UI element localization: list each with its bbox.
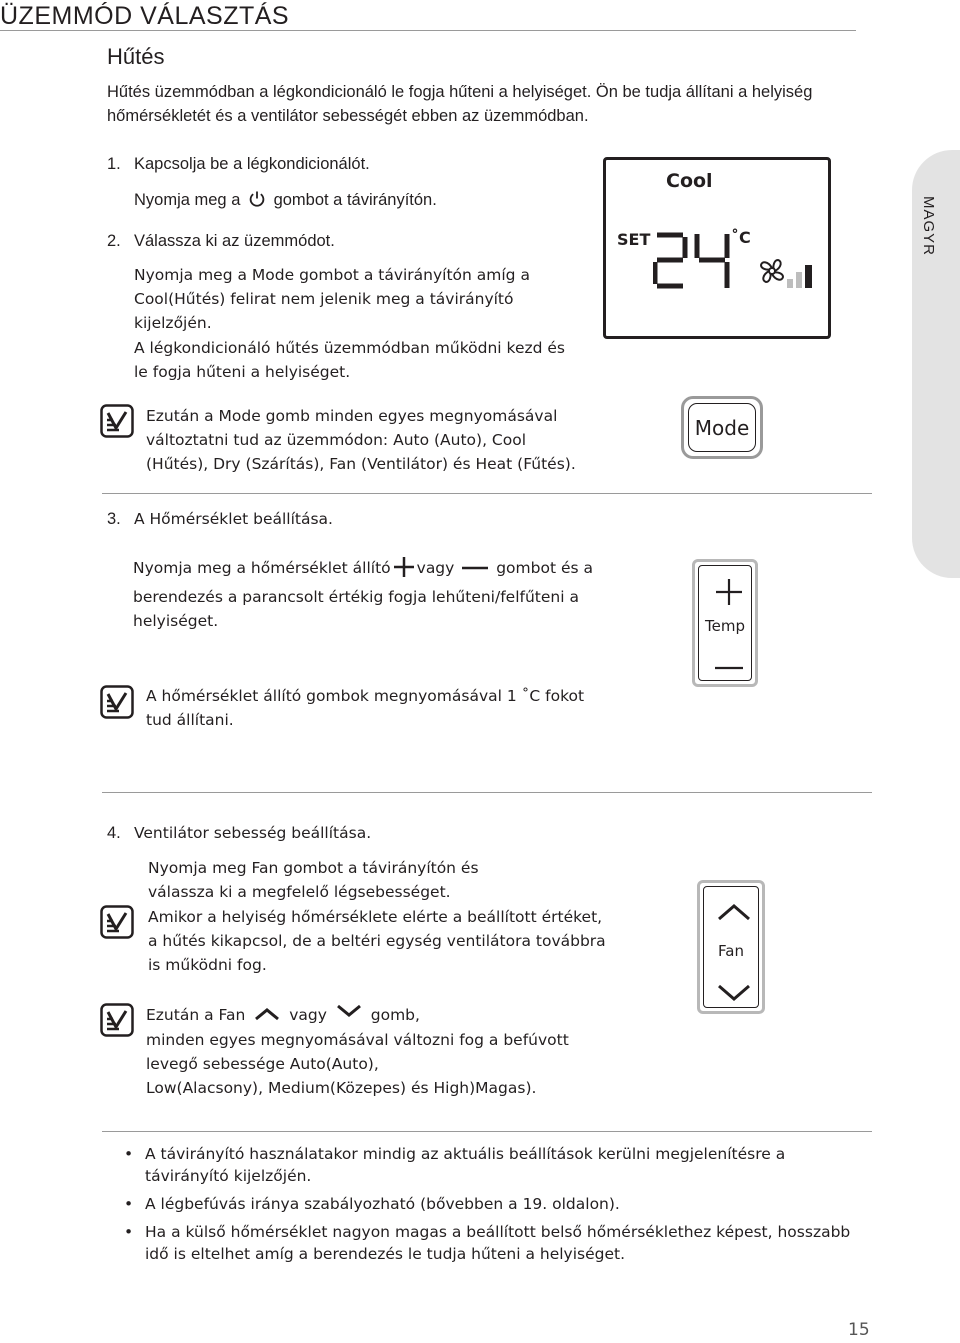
fan-down-icon[interactable] bbox=[717, 984, 751, 1002]
note-fan-1-line-2: a hűtés kikapcsol, de a beltéri egység ventilátora továbbra bbox=[148, 932, 606, 950]
note-fan-1-text bbox=[148, 905, 638, 977]
step-2-paragraph-1 bbox=[134, 263, 594, 335]
mode-button[interactable] bbox=[681, 396, 763, 459]
step-2-p1-line-1: Nyomja meg a Mode gombot a távirányítón amíg a bbox=[134, 266, 530, 284]
step-2-p2-line-2: le fogja hűteni a helyiséget. bbox=[134, 363, 351, 381]
step-2-paragraph-2 bbox=[134, 336, 594, 384]
note-fan-2-line-3: levegő sebessége Auto(Auto), bbox=[146, 1055, 379, 1073]
fan-button-label: Fan bbox=[718, 942, 744, 960]
step-1-instruction bbox=[134, 188, 437, 215]
chevron-up-icon bbox=[254, 1004, 280, 1028]
note-icon bbox=[100, 685, 134, 719]
step-1-instruction-start: Nyomja meg a bbox=[134, 191, 241, 209]
note-mode-text bbox=[146, 404, 646, 476]
step-4-paragraph bbox=[148, 856, 628, 904]
note-temp-line-2: tud állítani. bbox=[146, 711, 234, 729]
step-3-number: 3. bbox=[107, 510, 121, 528]
step-2-number: 2. bbox=[107, 232, 121, 250]
section-title: Hűtés bbox=[107, 44, 165, 69]
list-item: • Ha a külső hőmérséklet nagyon magas a beállított belső hőmérséklethez képest, hosszabb idő is eltelhet amíg a berendezés le tudja hűteni a helyiséget. bbox=[120, 1221, 860, 1265]
step-3-line-2: berendezés a parancsolt értékig fogja lehűteni/felfűteni a bbox=[133, 588, 579, 606]
step-4-line-1: Nyomja meg Fan gombot a távirányítón és bbox=[148, 859, 479, 877]
list-item: • A légbefúvás iránya szabályozható (bővebben a 19. oldalon). bbox=[120, 1193, 860, 1215]
step-3-line-3: helyiséget. bbox=[133, 612, 219, 630]
language-tab-label: MAGYR bbox=[920, 196, 937, 257]
chevron-down-icon bbox=[336, 1001, 362, 1025]
page-number: 15 bbox=[848, 1320, 870, 1340]
temp-up-icon[interactable] bbox=[715, 578, 743, 606]
intro-line-1: Hűtés üzemmódban a légkondicionáló le fogja hűteni a helyiséget. Ön be tudja állítani a helyiség bbox=[107, 83, 813, 101]
step-3-paragraph bbox=[133, 553, 613, 633]
section-divider-2 bbox=[102, 792, 872, 793]
note-temp-text bbox=[146, 684, 646, 732]
step-2-p1-line-3: kijelzőjén. bbox=[134, 314, 212, 332]
plus-icon bbox=[393, 556, 415, 585]
notes-bullet-list bbox=[120, 1143, 860, 1271]
step-3-heading: A Hőmérséklet beállítása. bbox=[134, 510, 333, 528]
step-4-number: 4. bbox=[107, 824, 121, 842]
temp-button[interactable] bbox=[692, 559, 758, 687]
step-4-line-2: válassza ki a megfelelő légsebességet. bbox=[148, 883, 451, 901]
note-icon bbox=[100, 1003, 134, 1037]
display-set-label: SET bbox=[617, 230, 651, 249]
step-3-line-1-middle: vagy bbox=[416, 559, 455, 577]
step-2-p2-line-1: A légkondicionáló hűtés üzemmódban működni kezd és bbox=[134, 339, 566, 357]
fan-button-frame bbox=[703, 886, 759, 1008]
display-mode-label: Cool bbox=[666, 170, 713, 192]
section-divider-3 bbox=[102, 1131, 872, 1132]
step-1-instruction-end: gombot a távirányítón. bbox=[273, 191, 437, 209]
note-fan-2-line-1-middle: vagy bbox=[289, 1006, 327, 1024]
power-icon bbox=[248, 190, 266, 215]
minus-icon bbox=[462, 553, 488, 577]
note-fan-2-line-4: Low(Alacsony), Medium(Közepes) és High)Magas). bbox=[146, 1079, 537, 1097]
note-fan-2-text bbox=[146, 1001, 646, 1100]
temp-down-icon[interactable] bbox=[715, 666, 743, 670]
fan-up-icon[interactable] bbox=[717, 903, 751, 921]
note-mode-line-2: változtatni tud az üzemmódon: Auto (Auto), Cool bbox=[146, 431, 527, 449]
step-2-p1-line-2: Cool(Hűtés) felirat nem jelenik meg a távirányító bbox=[134, 290, 514, 308]
note-fan-2-line-1 bbox=[146, 1001, 646, 1028]
note-fan-2-line-2: minden egyes megnyomásával változni fog a befúvott bbox=[146, 1031, 569, 1049]
step-1-heading: Kapcsolja be a légkondicionálót. bbox=[134, 155, 370, 173]
step-4-heading: Ventilátor sebesség beállítása. bbox=[134, 824, 372, 842]
signal-bars-icon bbox=[787, 262, 813, 292]
intro-line-2: hőmérsékletét és a ventilátor sebességét ebben az üzemmódban. bbox=[107, 107, 589, 125]
page-title: ÜZEMMÓD VÁLASZTÁS bbox=[0, 2, 290, 30]
list-item: • A távirányító használatakor mindig az aktuális beállítások kerülni megjelenítésre a távirányító kijelzőjén. bbox=[120, 1143, 860, 1187]
title-divider bbox=[0, 30, 856, 31]
mode-button-label: Mode bbox=[688, 403, 756, 452]
note-fan-1-line-1: Amikor a helyiség hőmérséklete elérte a beállított értéket, bbox=[148, 908, 603, 926]
display-temperature-digits bbox=[653, 232, 731, 294]
step-3-line-1 bbox=[133, 553, 613, 585]
note-fan-2-line-1-start: Ezután a Fan bbox=[146, 1006, 246, 1024]
step-1-number: 1. bbox=[107, 155, 121, 173]
note-mode-line-1: Ezután a Mode gomb minden egyes megnyomásával bbox=[146, 407, 558, 425]
fan-icon bbox=[758, 257, 786, 289]
temp-button-frame bbox=[698, 565, 752, 681]
step-3-line-1-start: Nyomja meg a hőmérséklet állító bbox=[133, 559, 391, 577]
section-divider-1 bbox=[102, 493, 872, 494]
note-icon bbox=[100, 905, 134, 939]
note-fan-1-line-3: is működni fog. bbox=[148, 956, 267, 974]
note-fan-2-line-1-end: gomb, bbox=[370, 1006, 420, 1024]
intro-paragraph bbox=[107, 80, 907, 128]
note-mode-line-3: (Hűtés), Dry (Szárítás), Fan (Ventilátor) és Heat (Fűtés). bbox=[146, 455, 576, 473]
temp-button-label: Temp bbox=[705, 617, 745, 635]
step-2-heading: Válassza ki az üzemmódot. bbox=[134, 232, 335, 250]
note-temp-line-1: A hőmérséklet állító gombok megnyomásával 1 ˚C fokot bbox=[146, 687, 585, 705]
note-icon bbox=[100, 404, 134, 438]
display-unit: ˚C bbox=[731, 228, 751, 247]
step-3-line-1-end: gombot és a bbox=[496, 559, 593, 577]
fan-button[interactable] bbox=[697, 880, 765, 1014]
